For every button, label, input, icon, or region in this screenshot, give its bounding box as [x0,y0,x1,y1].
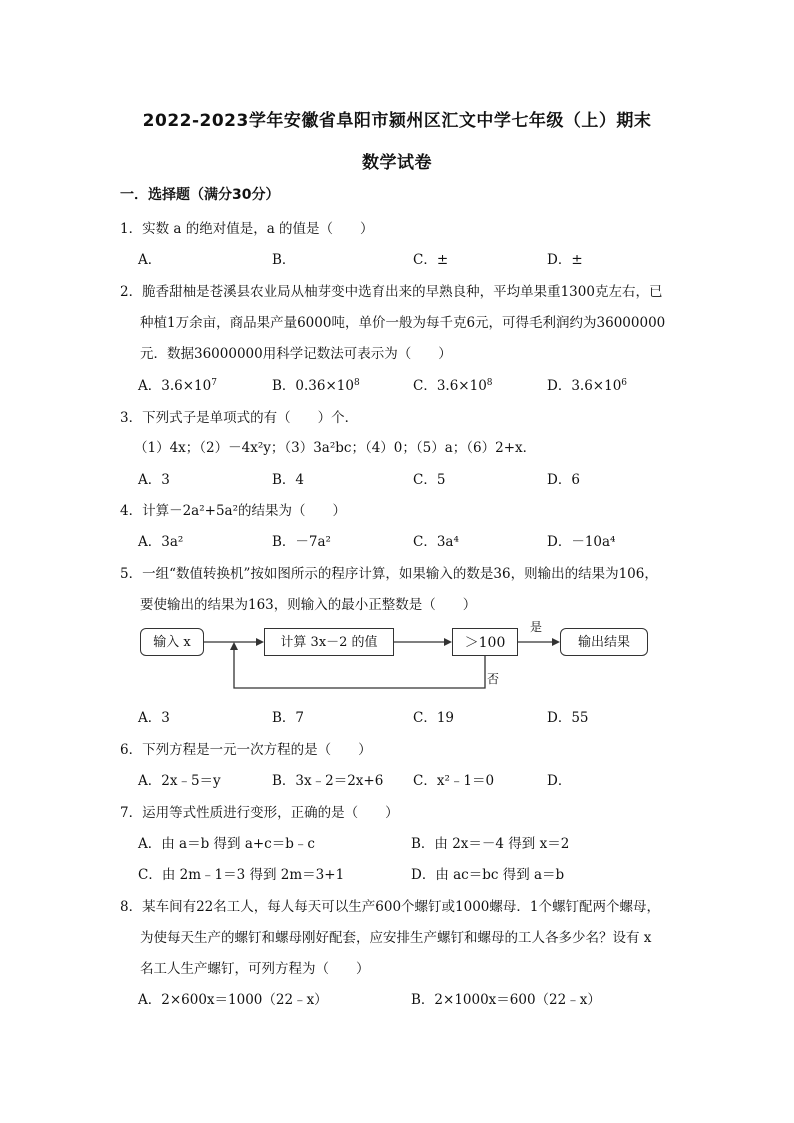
option-b: B．7 [272,710,305,726]
option-c: C．5 [413,472,446,488]
option-c: C．x²﹣1＝0 [413,773,495,789]
question-7-options-row1 [138,832,698,852]
option-d: D．± [547,252,583,268]
question-2-line1: 2．脆香甜柚是苍溪县农业局从柚芽变中选育出来的早熟良种，平均单果重1300克左右，已 [120,284,663,300]
question-5-line1: 5．一组“数值转换机”按如图所示的程序计算，如果输入的数是36，则输出的结果为106， [120,566,658,582]
question-6-options [138,769,698,789]
flowchart [138,620,658,696]
option-a: A．2x﹣5＝y [138,773,221,789]
option-b: B． [272,252,296,268]
question-5-line2: 要使输出的结果为163，则输入的最小正整数是（ ） [140,597,477,613]
question-4-options [138,530,698,550]
question-2-line2: 种植1万余亩，商品果产量6000吨，单价一般为每千克6元，可得毛利润约为36000000 [140,315,666,331]
exam-title-line1: 2022-2023学年安徽省阜阳市颍州区汇文中学七年级（上）期末 [142,111,652,131]
option-b: B．－7a² [272,534,331,550]
flow-no-label: 否 [487,672,500,686]
option-b: B．3x﹣2＝2x+6 [272,773,384,789]
question-5-options [138,706,698,726]
question-8-line3: 名工人生产螺钉，可列方程为（ ） [140,961,370,977]
question-3-expressions: （1）4x；（2）－4x²y；（3）3a²bc；（4）0；（5）a；（6）2+x． [134,440,537,456]
flow-calc-box: 计算 3x－2 的值 [264,628,394,656]
flow-yes-label: 是 [530,620,543,634]
option-b: B．4 [272,472,305,488]
option-a: A． [138,252,162,268]
question-6-text: 6．下列方程是一元一次方程的是（ ） [120,742,372,758]
question-2-options [138,374,698,394]
question-3-text: 3．下列式子是单项式的有（ ）个． [120,410,359,426]
question-8-line2: 为使每天生产的螺钉和螺母刚好配套，应安排生产螺钉和螺母的工人各多少名？设有 x [140,930,652,946]
section-heading: 一．选择题（满分30分） [120,187,280,203]
option-d: D．6 [547,472,580,488]
option-d: D．$3.6\times 10^6$ [547,378,628,394]
flow-output-box: 输出结果 [560,628,648,656]
option-a: A．由 a＝b 得到 a+c＝b﹣c [138,836,315,852]
question-1-text: 1．实数 a 的绝对值是，a 的值是（ ） [120,221,374,237]
option-c: C．± [413,252,449,268]
question-8-options [138,988,698,1008]
option-a: A．2×600x＝1000（22﹣x） [138,992,328,1008]
option-a: A．3a² [138,534,184,550]
exam-title-line2: 数学试卷 [362,153,432,173]
option-b: B．$0.36\times 10^8$ [272,378,360,394]
question-7-options-row2 [138,863,698,883]
question-1-options [138,248,698,268]
option-d: D．由 ac＝bc 得到 a＝b [411,867,565,883]
question-7-text: 7．运用等式性质进行变形，正确的是（ ） [120,805,399,821]
option-c: C．3a⁴ [413,534,459,550]
question-2-line3: 元．数据36000000用科学记数法可表示为（ ） [140,346,452,362]
flow-compare-box: ＞100 [452,628,518,656]
option-c: C．由 2m﹣1＝3 得到 2m＝3+1 [138,867,345,883]
option-d: D．－10a⁴ [547,534,616,550]
option-d: D． [547,773,572,789]
question-3-options [138,468,698,488]
option-b: B．2×1000x＝600（22﹣x） [411,992,601,1008]
flow-input-box: 输入 x [140,628,204,656]
option-a: A．3 [138,472,170,488]
option-b: B．由 2x＝－4 得到 x＝2 [411,836,570,852]
option-c: C．19 [413,710,455,726]
option-a: A．3 [138,710,170,726]
question-8-line1: 8．某车间有22名工人，每人每天可以生产600个螺钉或1000螺母．1个螺钉配两个螺母， [120,899,660,915]
option-d: D．55 [547,710,589,726]
option-c: C．$3.6\times 10^8$ [413,378,493,394]
question-4-text: 4．计算－2a²+5a²的结果为（ ） [120,503,346,519]
option-a: A．$3.6\times 10^7$ [138,378,217,394]
